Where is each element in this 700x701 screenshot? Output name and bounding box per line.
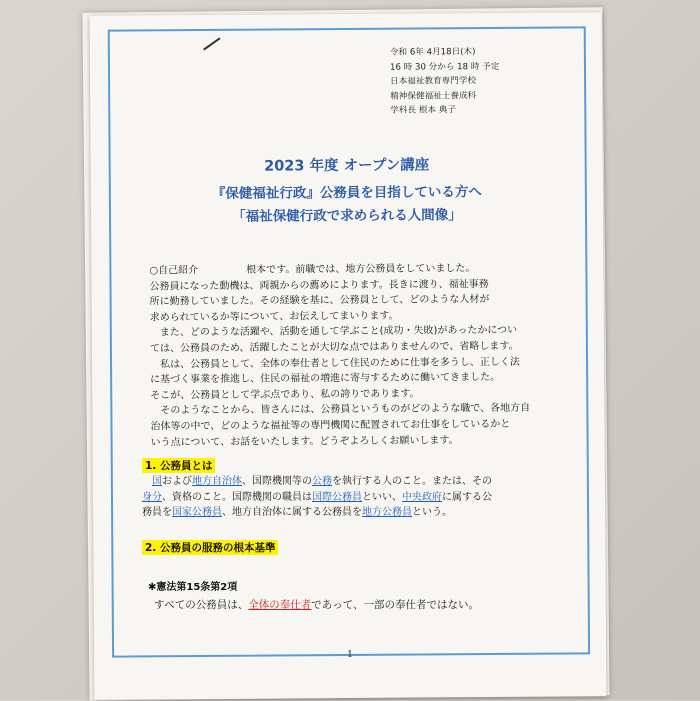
link-kuni[interactable]: 国: [152, 476, 162, 487]
header-info: [390, 45, 500, 119]
link-public-servant-whole[interactable]: 全体の奉仕者: [248, 599, 312, 611]
link-status[interactable]: 身分: [142, 491, 162, 503]
intro-line: 求められているか等について、お伝えしてまいります。: [149, 310, 399, 324]
header-school: 日本福祉教育専門学校: [390, 76, 477, 87]
def-text: という。: [412, 507, 452, 519]
intro-line: 治体等の中で、どのような福祉等の専門機関に配置されてお仕事をしているかと: [150, 418, 511, 433]
section2-heading: 2. 公務員の服務の根本基準: [142, 540, 278, 555]
section1-heading: 1. 公務員とは: [142, 458, 215, 473]
def-text: を執行する人のこと。または、その: [332, 476, 492, 487]
link-national-civil-servant[interactable]: 国家公務員: [172, 507, 222, 519]
section1-definition: [142, 474, 552, 521]
intro-label: ○自己紹介: [149, 265, 199, 277]
definition-line-3: [142, 505, 552, 521]
intro-line: 所に勤務していました。その経験を基に、公務員として、どのような人材が: [149, 294, 490, 308]
title-line-3: 「福祉保健行政で求められる人間像」: [232, 207, 462, 225]
page-number: 1: [347, 650, 353, 660]
definition-line-2: [142, 490, 552, 506]
title-line-2: 『保健福祉行政』公務員を目指している方へ: [211, 184, 482, 202]
link-central-government[interactable]: 中央政府: [402, 491, 442, 503]
intro-line: また、どのような活躍や、活動を通して学ぶこと(成功・失敗)があったかについ: [159, 325, 518, 339]
def-text: 、地方自治体に属する公務員を: [222, 507, 362, 519]
definition-line-1: [142, 474, 552, 490]
header-date: 令和 6年 4月18日(木): [389, 47, 476, 58]
link-local-civil-servant[interactable]: 地方公務員: [362, 507, 412, 519]
intro-line: そのようなことから、皆さんには、公務員というものがどのような職で、各地方自: [160, 403, 531, 417]
def-text: および: [162, 476, 192, 487]
intro-line: そこが、公務員として学ぶ点であり、私の誇りであります。: [150, 388, 420, 402]
intro-line: に基づく事業を推進し、住民の福祉の増進に寄与するために働いてきました。: [150, 372, 501, 386]
intro-line: 公務員になった動機は、両親からの薦めによります。長きに渡り、福祉事務: [149, 278, 489, 292]
intro-line: ては、公務員のため、活躍したことが大切な点ではありませんので、省略します。: [149, 340, 519, 355]
link-local-government[interactable]: 地方自治体: [192, 476, 242, 487]
header-department: 精神保健福祉士養成科: [390, 90, 477, 102]
header-time: 16 時 30 分から 18 時 予定: [389, 61, 500, 73]
intro-body: [149, 261, 560, 451]
def-text: 、国際機関等の: [242, 476, 312, 487]
intro-line: 私は、公務員として、全体の奉仕者として住民のために仕事を多うし、正しく法: [160, 356, 520, 370]
intro-line: いう点について、お話をいたします。どうぞよろしくお願いします。: [150, 434, 459, 448]
law-article: [154, 597, 479, 612]
def-text: といい、: [362, 491, 402, 503]
link-international-civil-servant[interactable]: 国際公務員: [312, 491, 362, 503]
link-public-service[interactable]: 公務: [312, 476, 332, 487]
def-text: 務員を: [142, 507, 172, 519]
def-text: に属する公: [442, 491, 492, 503]
intro-line-1: 根本です。前職では、地方公務員をしていました。: [246, 263, 476, 276]
article-text: であって、一部の奉仕者ではない。: [311, 599, 479, 611]
law-reference: ✱憲法第15条第2項: [148, 582, 238, 593]
article-text: すべての公務員は、: [154, 599, 249, 611]
def-text: 、資格のこと。国際機関の職員は: [162, 491, 312, 503]
header-head: 学科長 根本 典子: [390, 105, 456, 117]
title-line-1: 2023 年度 オープン講座: [264, 157, 430, 175]
